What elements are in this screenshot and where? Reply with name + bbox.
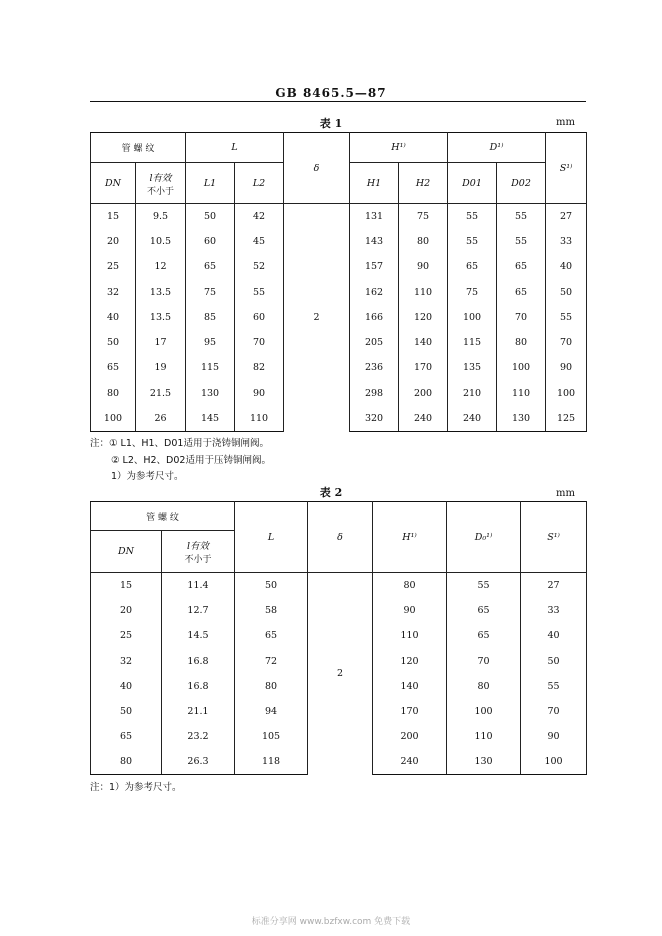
- cell-l2: 55: [235, 279, 284, 304]
- cell-s: 40: [521, 623, 587, 648]
- cell-d02: 65: [497, 254, 546, 279]
- cell-l2: 52: [235, 254, 284, 279]
- cell-s: 33: [521, 598, 587, 623]
- cell-h1: 131: [350, 204, 399, 229]
- cell-d0: 100: [447, 699, 521, 724]
- cell-s: 40: [546, 254, 587, 279]
- t2-head-l-eff-label: l有效: [186, 541, 210, 552]
- cell-l-eff: 26.3: [162, 750, 235, 775]
- cell-l-eff: 21.1: [162, 699, 235, 724]
- watermark: 标准分享网 www.bzfxw.com 免费下载: [251, 917, 411, 927]
- cell-l-eff: 13.5: [136, 305, 186, 330]
- t1-note-3: 1）为参考尺寸。: [111, 471, 184, 482]
- cell-l-eff: 19: [136, 355, 186, 380]
- cell-l2: 45: [235, 229, 284, 254]
- cell-s: 90: [521, 724, 587, 749]
- cell-L: 50: [235, 573, 308, 598]
- cell-s: 70: [521, 699, 587, 724]
- cell-dn: 40: [91, 305, 136, 330]
- cell-h: 110: [373, 623, 447, 648]
- cell-dn: 65: [91, 724, 162, 749]
- cell-h: 90: [373, 598, 447, 623]
- cell-h2: 240: [399, 406, 448, 431]
- cell-h1: 298: [350, 381, 399, 406]
- cell-l-eff: 16.8: [162, 648, 235, 673]
- cell-h1: 320: [350, 406, 399, 431]
- cell-h: 80: [373, 573, 447, 598]
- cell-l2: 82: [235, 355, 284, 380]
- cell-l-eff: 12.7: [162, 598, 235, 623]
- cell-d0: 70: [447, 648, 521, 673]
- cell-l-eff: 23.2: [162, 724, 235, 749]
- cell-h1: 143: [350, 229, 399, 254]
- cell-s: 100: [546, 381, 587, 406]
- cell-s: 70: [546, 330, 587, 355]
- t2-head-l-eff: [162, 531, 235, 573]
- cell-l2: 90: [235, 381, 284, 406]
- cell-d01: 135: [448, 355, 497, 380]
- table1-unit: mm: [556, 117, 575, 128]
- cell-h: 240: [373, 750, 447, 775]
- cell-d01: 240: [448, 406, 497, 431]
- cell-s: 100: [521, 750, 587, 775]
- cell-dn: 32: [91, 648, 162, 673]
- cell-l1: 145: [186, 406, 235, 431]
- cell-l-eff: 10.5: [136, 229, 186, 254]
- t2-head-DN: DN: [91, 531, 162, 573]
- t1-head-not-less: 不小于: [147, 186, 175, 197]
- t2-head-pipe-thread: 管 螺 纹: [91, 502, 235, 531]
- cell-d02: 70: [497, 305, 546, 330]
- cell-d0: 110: [447, 724, 521, 749]
- cell-dn: 25: [91, 254, 136, 279]
- cell-dn: 20: [91, 598, 162, 623]
- cell-d02: 65: [497, 279, 546, 304]
- cell-d02: 130: [497, 406, 546, 431]
- cell-h2: 75: [399, 204, 448, 229]
- cell-d01: 210: [448, 381, 497, 406]
- t1-head-H1: H1: [350, 163, 399, 204]
- table-row: [91, 573, 587, 598]
- t1-head-L2: L2: [235, 163, 284, 204]
- cell-h2: 80: [399, 229, 448, 254]
- cell-d0: 55: [447, 573, 521, 598]
- cell-dn: 25: [91, 623, 162, 648]
- cell-d02: 55: [497, 229, 546, 254]
- t1-head-delta: δ: [284, 133, 350, 204]
- cell-L: 65: [235, 623, 308, 648]
- cell-l-eff: 13.5: [136, 279, 186, 304]
- cell-h2: 170: [399, 355, 448, 380]
- t1-head-D01: D01: [448, 163, 497, 204]
- cell-l-eff: 11.4: [162, 573, 235, 598]
- t2-head-not-less: 不小于: [184, 555, 212, 565]
- t1-head-DN: DN: [91, 163, 136, 204]
- table2-title: 表 2: [319, 486, 343, 499]
- cell-dn: 15: [91, 573, 162, 598]
- cell-s: 33: [546, 229, 587, 254]
- cell-d01: 55: [448, 229, 497, 254]
- cell-h1: 166: [350, 305, 399, 330]
- cell-l2: 70: [235, 330, 284, 355]
- cell-dn: 80: [91, 381, 136, 406]
- cell-h: 120: [373, 648, 447, 673]
- cell-h2: 200: [399, 381, 448, 406]
- cell-s: 50: [546, 279, 587, 304]
- cell-h: 140: [373, 674, 447, 699]
- cell-s: 55: [521, 674, 587, 699]
- cell-dn: 80: [91, 750, 162, 775]
- cell-d0: 130: [447, 750, 521, 775]
- cell-s: 90: [546, 355, 587, 380]
- cell-l1: 65: [186, 254, 235, 279]
- cell-s: 55: [546, 305, 587, 330]
- cell-l-eff: 12: [136, 254, 186, 279]
- t1-note-1: 注：① L1、H1、D01适用于浇铸铜闸阀。: [90, 438, 269, 449]
- cell-l1: 60: [186, 229, 235, 254]
- t1-head-l-eff-label: l有效: [149, 172, 172, 184]
- cell-d01: 55: [448, 204, 497, 229]
- t1-note-2: ② L2、H2、D02适用于压铸铜闸阀。: [111, 455, 271, 466]
- cell-d02: 110: [497, 381, 546, 406]
- cell-l2: 42: [235, 204, 284, 229]
- cell-h2: 120: [399, 305, 448, 330]
- cell-d0: 80: [447, 674, 521, 699]
- cell-L: 58: [235, 598, 308, 623]
- header-rule: [90, 101, 586, 102]
- cell-l1: 115: [186, 355, 235, 380]
- cell-h2: 110: [399, 279, 448, 304]
- cell-dn: 50: [91, 330, 136, 355]
- cell-h1: 162: [350, 279, 399, 304]
- cell-L: 80: [235, 674, 308, 699]
- t2-head-delta: δ: [308, 502, 373, 573]
- cell-L: 94: [235, 699, 308, 724]
- cell-l-eff: 9.5: [136, 204, 186, 229]
- cell-s: 27: [546, 204, 587, 229]
- t2-head-L: L: [235, 502, 308, 573]
- cell-dn: 40: [91, 674, 162, 699]
- cell-s: 27: [521, 573, 587, 598]
- standard-header: GB 8465.5—87: [275, 86, 387, 100]
- cell-d01: 75: [448, 279, 497, 304]
- cell-dn: 65: [91, 355, 136, 380]
- table1-title: 表 1: [319, 117, 343, 130]
- t2-head-H: H¹⁾: [373, 502, 447, 573]
- cell-d0: 65: [447, 623, 521, 648]
- cell-d0: 65: [447, 598, 521, 623]
- cell-d02: 55: [497, 204, 546, 229]
- t1-head-D02: D02: [497, 163, 546, 204]
- t1-head-D: D¹⁾: [448, 133, 546, 163]
- cell-l-eff: 26: [136, 406, 186, 431]
- cell-d01: 100: [448, 305, 497, 330]
- cell-L: 72: [235, 648, 308, 673]
- table-row: [91, 204, 587, 229]
- t1-head-H2: H2: [399, 163, 448, 204]
- t2-head-S: S¹⁾: [521, 502, 587, 573]
- cell-dn: 15: [91, 204, 136, 229]
- cell-delta: 2: [284, 204, 350, 432]
- table1: [90, 132, 587, 432]
- t1-head-pipe-thread: 管 螺 纹: [91, 133, 186, 163]
- cell-dn: 20: [91, 229, 136, 254]
- cell-dn: 100: [91, 406, 136, 431]
- cell-l-eff: 14.5: [162, 623, 235, 648]
- cell-l-eff: 16.8: [162, 674, 235, 699]
- cell-l1: 95: [186, 330, 235, 355]
- cell-l1: 130: [186, 381, 235, 406]
- cell-d01: 115: [448, 330, 497, 355]
- t1-head-H: H¹⁾: [350, 133, 448, 163]
- cell-d02: 80: [497, 330, 546, 355]
- cell-dn: 32: [91, 279, 136, 304]
- cell-h1: 205: [350, 330, 399, 355]
- cell-l2: 60: [235, 305, 284, 330]
- cell-h1: 236: [350, 355, 399, 380]
- cell-l1: 50: [186, 204, 235, 229]
- cell-h2: 140: [399, 330, 448, 355]
- cell-l-eff: 21.5: [136, 381, 186, 406]
- cell-L: 118: [235, 750, 308, 775]
- cell-L: 105: [235, 724, 308, 749]
- t1-head-S: S¹⁾: [546, 133, 587, 204]
- t1-head-L1: L1: [186, 163, 235, 204]
- cell-s: 50: [521, 648, 587, 673]
- t2-head-D: D₀¹⁾: [447, 502, 521, 573]
- t1-head-L: L: [186, 133, 284, 163]
- cell-l1: 75: [186, 279, 235, 304]
- table2: [90, 501, 587, 775]
- cell-d01: 65: [448, 254, 497, 279]
- cell-delta: 2: [308, 573, 373, 775]
- cell-s: 125: [546, 406, 587, 431]
- table2-unit: mm: [556, 488, 575, 499]
- cell-dn: 50: [91, 699, 162, 724]
- t2-note-1: 注：1）为参考尺寸。: [90, 782, 182, 793]
- cell-d02: 100: [497, 355, 546, 380]
- cell-h2: 90: [399, 254, 448, 279]
- cell-h: 200: [373, 724, 447, 749]
- cell-l1: 85: [186, 305, 235, 330]
- t1-head-l-eff: [136, 163, 186, 204]
- cell-l2: 110: [235, 406, 284, 431]
- cell-h1: 157: [350, 254, 399, 279]
- cell-l-eff: 17: [136, 330, 186, 355]
- cell-h: 170: [373, 699, 447, 724]
